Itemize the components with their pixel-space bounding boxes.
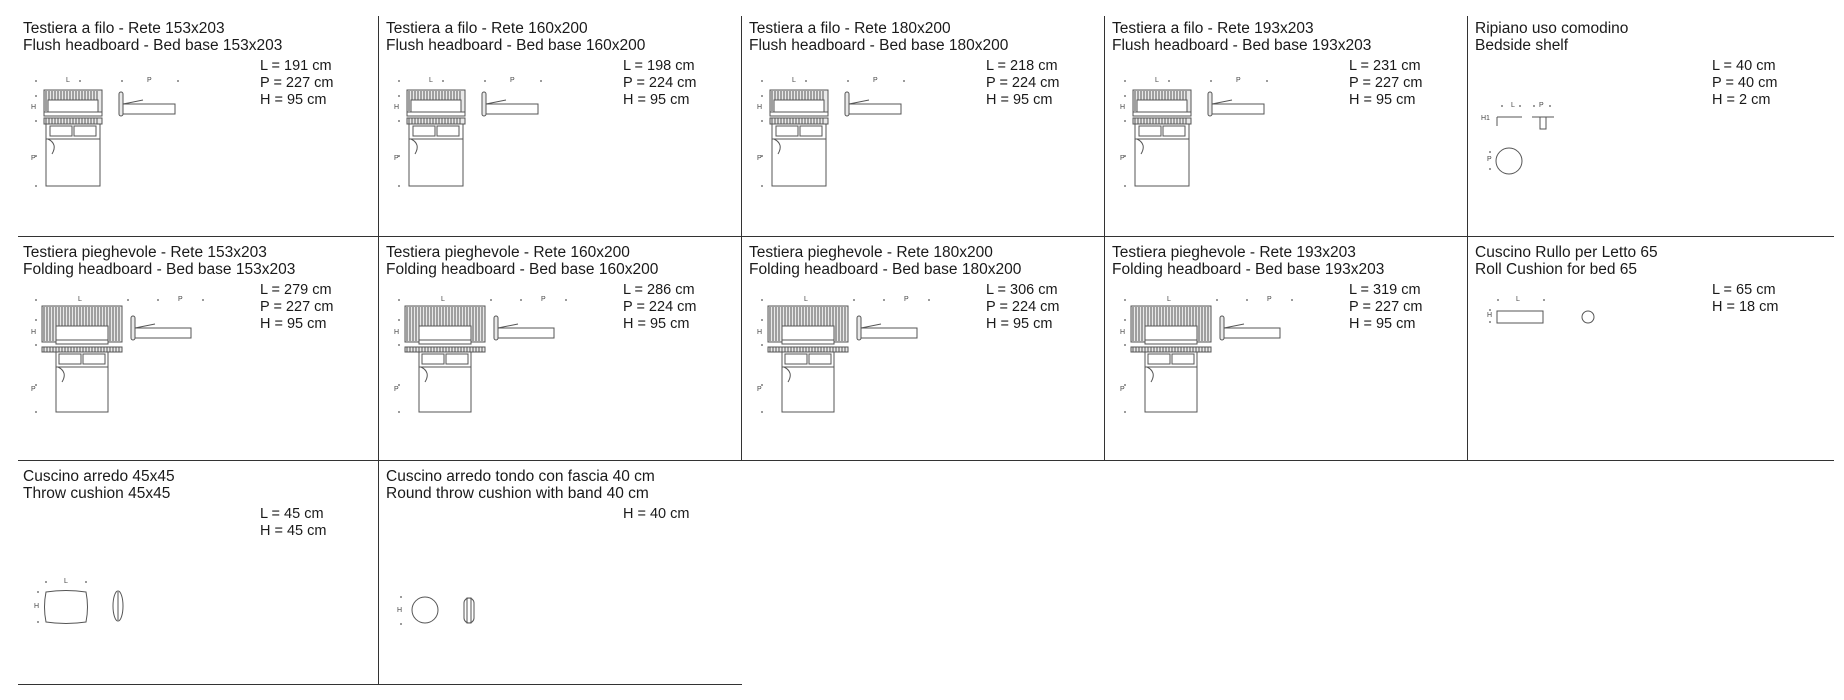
svg-text:P: P (1487, 156, 1492, 163)
svg-text:P: P (904, 296, 909, 303)
svg-text:L: L (1155, 77, 1159, 84)
roll-cushion-drawing (1470, 240, 1833, 463)
svg-text:L: L (792, 77, 796, 84)
product-title: Ripiano uso comodino Bedside shelf (1475, 20, 1629, 54)
product-title: Cuscino arredo tondo con fascia 40 cm Round throw cushion with band 40 cm (386, 468, 655, 502)
folding-bed-drawing (381, 240, 744, 463)
dimensions: H = 40 cm (623, 506, 690, 522)
dimensions: L = 191 cm P = 227 cm H = 95 cm (260, 58, 334, 108)
product-title: Testiera pieghevole - Rete 193x203 Folding headboard - Bed base 193x203 (1112, 244, 1385, 278)
dimensions: L = 286 cm P = 224 cm H = 95 cm (623, 282, 697, 332)
flush-bed-drawing (744, 16, 1107, 239)
bedside-shelf-drawing (1470, 16, 1833, 239)
svg-text:P: P (31, 386, 36, 393)
product-cell (381, 16, 744, 239)
round-cushion-drawing (381, 464, 744, 687)
svg-text:P: P (1539, 102, 1544, 109)
svg-text:H: H (1487, 312, 1493, 319)
svg-text:L: L (66, 77, 70, 84)
product-cell (744, 240, 1107, 463)
svg-text:P: P (394, 155, 399, 162)
svg-text:L: L (1516, 296, 1520, 303)
product-cell (1107, 240, 1470, 463)
dimensions: L = 279 cm P = 227 cm H = 95 cm (260, 282, 334, 332)
product-cell (744, 16, 1107, 239)
svg-text:H: H (31, 104, 37, 111)
product-cell (381, 240, 744, 463)
svg-text:H: H (1120, 329, 1126, 336)
throw-cushion-drawing (18, 464, 381, 687)
flush-bed-drawing (1107, 16, 1470, 239)
product-title: Testiera a filo - Rete 153x203 Flush headboard - Bed base 153x203 (23, 20, 283, 54)
product-title: Cuscino arredo 45x45 Throw cushion 45x45 (23, 468, 175, 502)
svg-text:P: P (1120, 155, 1125, 162)
svg-text:H: H (757, 104, 763, 111)
svg-text:P: P (31, 155, 36, 162)
svg-text:L: L (429, 77, 433, 84)
product-cell (1470, 240, 1833, 463)
svg-text:L: L (804, 296, 808, 303)
svg-text:P: P (1120, 386, 1125, 393)
svg-text:P: P (757, 386, 762, 393)
dimensions: L = 319 cm P = 227 cm H = 95 cm (1349, 282, 1423, 332)
product-title: Testiera a filo - Rete 193x203 Flush headboard - Bed base 193x203 (1112, 20, 1372, 54)
svg-text:L: L (78, 296, 82, 303)
svg-text:H: H (397, 607, 403, 614)
folding-bed-drawing (1107, 240, 1470, 463)
flush-bed-drawing (381, 16, 744, 239)
product-title: Cuscino Rullo per Letto 65 Roll Cushion for bed 65 (1475, 244, 1658, 278)
product-cell (18, 16, 381, 239)
svg-text:P: P (873, 77, 878, 84)
folding-bed-drawing (744, 240, 1107, 463)
dimensions: L = 218 cm P = 224 cm H = 95 cm (986, 58, 1060, 108)
svg-text:H: H (1120, 104, 1126, 111)
product-cell (1470, 16, 1833, 239)
product-cell (1107, 16, 1470, 239)
product-title: Testiera pieghevole - Rete 160x200 Folding headboard - Bed base 160x200 (386, 244, 659, 278)
folding-bed-drawing (18, 240, 381, 463)
flush-bed-drawing (18, 16, 381, 239)
svg-text:P: P (394, 386, 399, 393)
svg-text:H: H (31, 329, 37, 336)
product-title: Testiera a filo - Rete 160x200 Flush headboard - Bed base 160x200 (386, 20, 646, 54)
svg-text:L: L (441, 296, 445, 303)
dimensions: L = 65 cm H = 18 cm (1712, 282, 1779, 315)
svg-text:H: H (394, 104, 400, 111)
product-title: Testiera pieghevole - Rete 153x203 Folding headboard - Bed base 153x203 (23, 244, 296, 278)
svg-text:H: H (757, 329, 763, 336)
svg-text:H: H (394, 329, 400, 336)
product-cell (18, 240, 381, 463)
svg-text:P: P (1267, 296, 1272, 303)
svg-text:P: P (1236, 77, 1241, 84)
svg-text:P: P (757, 155, 762, 162)
svg-text:L: L (1511, 102, 1515, 109)
dimensions: L = 45 cm H = 45 cm (260, 506, 327, 539)
svg-text:H: H (34, 603, 40, 610)
product-cell (18, 464, 381, 687)
dimensions: L = 231 cm P = 227 cm H = 95 cm (1349, 58, 1423, 108)
product-title: Testiera pieghevole - Rete 180x200 Folding headboard - Bed base 180x200 (749, 244, 1022, 278)
svg-text:P: P (510, 77, 515, 84)
svg-text:P: P (541, 296, 546, 303)
svg-text:P: P (147, 77, 152, 84)
product-cell (381, 464, 744, 687)
product-title: Testiera a filo - Rete 180x200 Flush headboard - Bed base 180x200 (749, 20, 1009, 54)
dimensions: L = 306 cm P = 224 cm H = 95 cm (986, 282, 1060, 332)
dimensions: L = 198 cm P = 224 cm H = 95 cm (623, 58, 697, 108)
svg-text:L: L (1167, 296, 1171, 303)
svg-text:L: L (64, 578, 68, 585)
svg-text:H1: H1 (1481, 115, 1490, 122)
dimensions: L = 40 cm P = 40 cm H = 2 cm (1712, 58, 1778, 108)
svg-text:P: P (178, 296, 183, 303)
